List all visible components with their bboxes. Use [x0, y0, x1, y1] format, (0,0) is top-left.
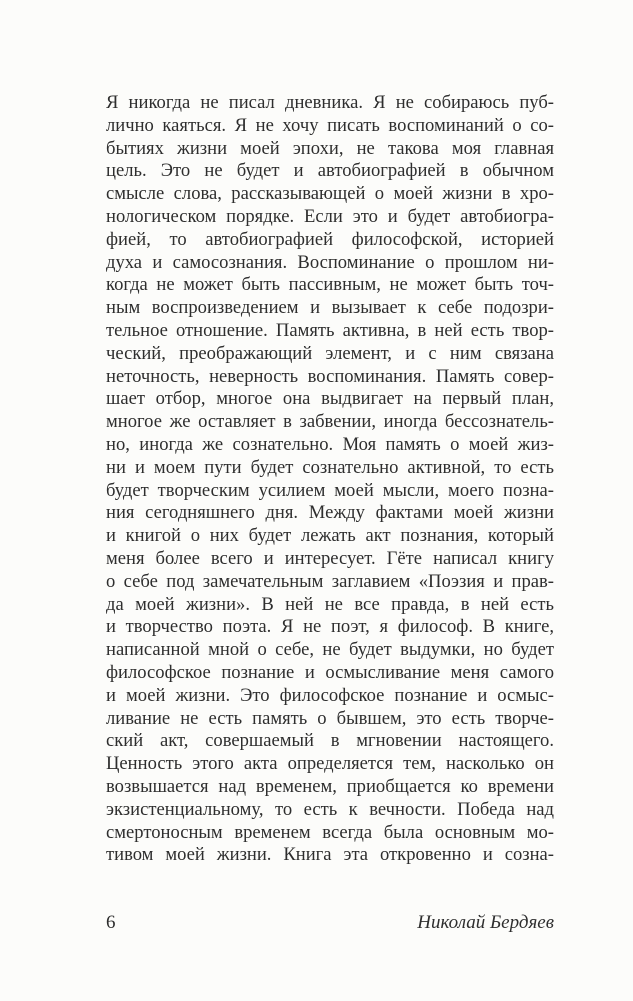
text-line: тивом моей жизни. Книга эта откровенно и созна-	[106, 844, 554, 866]
text-line: нологическом порядке. Если это и будет автобиогра-	[106, 205, 554, 227]
text-line: Я никогда не писал дневника. Я не собираюсь пуб-	[106, 92, 554, 113]
text-line: будет творческим усилием моей мысли, моего позна-	[106, 479, 554, 501]
text-line: написанной мной о себе, не будет выдумки, но будет	[106, 639, 554, 661]
text-line: ческий, преображающий элемент, и с ним связана	[106, 342, 554, 364]
text-line: и творчество поэта. Я не поэт, я философ. В книге,	[106, 616, 554, 638]
page-number: 6	[106, 912, 116, 933]
text-line: многое же оставляет в забвении, иногда бессознатель-	[106, 411, 554, 433]
text-line: ский акт, совершаемый в мгновении настоящего.	[106, 730, 554, 752]
text-line: смысле слова, рассказывающей о моей жизни в хро-	[106, 183, 554, 205]
text-line: но, иногда же сознательно. Моя память о моей жиз-	[106, 433, 554, 455]
text-line: ния сегодняшнего дня. Между фактами моей жизни	[106, 502, 554, 524]
text-line: о себе под замечательным заглавием «Поэзия и прав-	[106, 570, 554, 592]
text-line: возвышается над временем, приобщается ко времени	[106, 775, 554, 797]
text-line: духа и самосознания. Воспоминание о прошлом ни-	[106, 251, 554, 273]
text-line: смертоносным временем всегда была основным мо-	[106, 821, 554, 843]
body-text	[106, 92, 554, 867]
text-line: ным воспроизведением и вызывает к себе подозри-	[106, 297, 554, 319]
text-line: цель. Это не будет и автобиографией в обычном	[106, 160, 554, 182]
text-line: когда не может быть пассивным, не может быть точ-	[106, 274, 554, 296]
text-line: меня более всего и интересует. Гёте написал книгу	[106, 547, 554, 569]
text-line: экзистенциальному, то есть к вечности. Победа над	[106, 798, 554, 820]
text-line: шает отбор, многое она выдвигает на первый план,	[106, 388, 554, 410]
text-line: Ценность этого акта определяется тем, насколько он	[106, 753, 554, 775]
text-line: фией, то автобиографией философской, историей	[106, 228, 554, 250]
text-line: лично каяться. Я не хочу писать воспоминаний о со-	[106, 114, 554, 136]
text-line: бытиях жизни моей эпохи, не такова моя главная	[106, 137, 554, 159]
text-line: и книгой о них будет лежать акт познания, который	[106, 525, 554, 547]
text-line: тельное отношение. Память активна, в ней есть твор-	[106, 319, 554, 341]
page-footer	[106, 912, 554, 938]
text-line: неточность, неверность воспоминания. Память совер-	[106, 365, 554, 387]
text-line: ливание не есть память о бывшем, это есть творче-	[106, 707, 554, 729]
running-footer-author: Николай Бердяев	[417, 912, 554, 933]
text-line: и моей жизни. Это философское познание и осмыс-	[106, 684, 554, 706]
text-line: философское познание и осмысливание меня самого	[106, 661, 554, 683]
text-line: ни и моем пути будет сознательно активной, то есть	[106, 456, 554, 478]
text-line: да моей жизни». В ней не все правда, в ней есть	[106, 593, 554, 615]
